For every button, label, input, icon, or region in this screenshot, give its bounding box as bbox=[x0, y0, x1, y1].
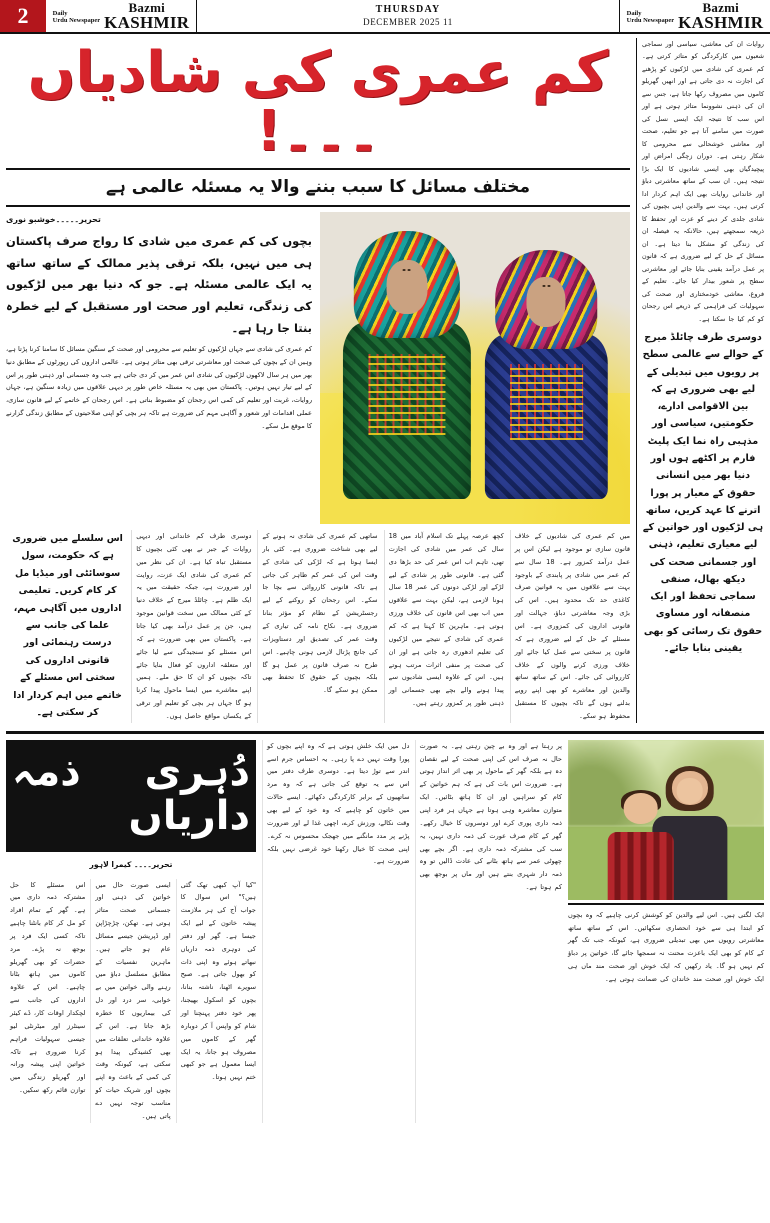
main-column-4-text: دوسری طرف کم خاندانی اور دیہی روایات کے جبر نے بھی کئی بچیوں کا مستقبل تباہ کیا ہے۔ ان کی نظر میں کم عمری کی شادی ایک عزت، روایت اور ضرورت ہے، جبکہ حقیقت میں یہ ایک ظلم ہے۔ چائلڈ میرج کے خلاف دنیا کے کئی ممالک میں سخت قوانین موجود ہیں، جن پر عمل درآمد بھی کیا جاتا ہے۔ پاکستان میں بھی ضرورت ہے کہ اس مسئلے کو سنجیدگی سے لیا جائے اور متعلقہ اداروں کو فعال بنایا جائے تاکہ بچیوں کو ان کا حق ملے۔ ہمیں اپنے معاشرے میں ایسا ماحول پیدا کرنا ہو گا جہاں ہر بچی کو تعلیم اور ترقی کے یکساں مواقع حاصل ہوں۔ bbox=[136, 532, 252, 720]
main-column-3 bbox=[257, 530, 377, 723]
bottom-photo-illustration bbox=[568, 740, 764, 900]
top-article-left-rail bbox=[636, 38, 764, 723]
main-column-1 bbox=[510, 530, 630, 723]
girl-left-eye-left bbox=[403, 269, 406, 271]
bottom-article-byline: تحریر۔۔۔۔ کیمرا لاہور bbox=[89, 859, 173, 869]
main-lead-column bbox=[6, 212, 314, 524]
child-body bbox=[607, 832, 674, 899]
left-rail-body: روایات ان کی معاشی، سیاسی اور سماجی شعبوں میں کارکردگی کو متاثر کرتی ہے۔ کم عمری کی شادی میں لڑکیوں کو پڑھنے کی اجازت نہ دی جاتی ہے اور انھیں گھریلو کاموں میں مصروف رکھا جاتا ہے، جس سے ان کی ذہنی نشوونما متاثر ہوتی ہے اور اس سب کا نتیجہ ایک ایسی نسل کی صورت میں سامنے آتا ہے جو تعلیم، صحت اور معاشی خوشحالی سے محرومی کا شکار رہتی ہے۔ دوران زچگی امراض اور پیچیدگیاں بھی ایسی شادیوں کا ایک بڑا نتیجہ ہیں۔ ان سب کے ساتھ معاشرتی دباؤ اور خاندانی روایات بھی ایک اہم کردار ادا کرتی ہیں۔ بہت سے والدین اپنی بچیوں کی شادی جلدی کر دینے کو عزت اور تحفظ کا ذریعہ سمجھتے ہیں، حالانکہ یہ فیصلہ ان کی زندگی کو مشکل بنا دیتا ہے۔ ان مسائل کے حل کے لیے ضروری ہے کہ قانون پر عمل درآمد یقینی بنایا جائے اور معاشرتی سطح پر شعور بیدار کیا جائے۔ تعلیم کے فروغ، معاشی خودمختاری اور صحت کی سہولیات کی فراہمی کے ذریعے اس رجحان کو کم کیا جا سکتا ہے۔ bbox=[642, 40, 764, 323]
girl-left-eye-right bbox=[408, 269, 411, 271]
main-headline-wrap bbox=[6, 38, 630, 164]
masthead-date-block bbox=[196, 0, 620, 32]
main-column-conclusion bbox=[6, 530, 125, 723]
bottom-column-mid-1-text: پر رہتا ہے اور وہ بے چین رہتی ہے۔ یہ صورت حال نہ صرف اس کی اپنی صحت کے لیے نقصان دہ ہے بلکہ گھر کے ماحول پر بھی اثر انداز ہوتی ہے۔ ضرورت اس بات کی ہے کہ ہم خواتین کے کام کو سراہیں اور ان کا ہاتھ بٹائیں۔ ایک متوازن معاشرہ وہی ہوتا ہے جہاں ہر فرد اپنی ذمہ داری پوری کرے اور دوسروں کا خیال رکھے۔ گھر کے کام صرف عورت کی ذمہ داری نہیں، یہ سب کی مشترکہ ذمہ داری ہے۔ اگر بچے بھی چھوٹی عمر سے ہاتھ بٹانے کی عادت ڈالیں تو وہ ذمہ دار شہری بنتے ہیں اور ماں پر بوجھ بھی کم ہوتا ہے۔ bbox=[419, 741, 562, 892]
page-number-badge: 2 bbox=[0, 0, 46, 32]
girl-left-embroidery bbox=[368, 354, 445, 435]
logo-left-kashmir: KASHMIR bbox=[678, 13, 764, 32]
bottom-middle-columns bbox=[262, 740, 562, 1123]
bottom-column-mid-2-text: دل میں ایک خلش ہوتی ہے کہ وہ اپنے بچوں کو پورا وقت نہیں دے پا رہی۔ یہ احساس جرم اسے اندر سے توڑ دیتا ہے۔ دوسری طرف دفتر میں اس سے یہ توقع کی جاتی ہے کہ وہ مرد ساتھیوں کے برابر کارکردگی دکھائے۔ ایسے حالات میں خاتون کو چاہیے کہ وہ خود کے لیے بھی وقت نکالے، ورزش کرے، اچھی غذا لے اور ضرورت پڑنے پر مدد مانگنے میں جھجک محسوس نہ کرے۔ اپنی صحت کا خیال رکھنا خود غرضی نہیں بلکہ ضرورت ہے۔ bbox=[266, 741, 410, 866]
main-photo bbox=[320, 212, 630, 524]
main-headline: کم عمری کی شادیاں ۔۔۔! bbox=[27, 40, 609, 164]
child-head bbox=[623, 793, 658, 823]
bottom-right-columns bbox=[6, 879, 256, 1123]
logo-right-subtitle bbox=[53, 8, 101, 25]
logo-left bbox=[620, 0, 770, 32]
masthead bbox=[0, 0, 770, 34]
main-column-4 bbox=[131, 530, 251, 723]
girl-right-eye-left bbox=[542, 285, 545, 286]
bottom-article-title-block bbox=[6, 740, 256, 852]
main-column-2-text: کچھ عرصہ پہلے تک اسلام آباد میں 18 سال کی عمر میں شادی کی اجازت تھی، تاہم اب اس عمر کی حد بڑھا دی گئی ہے۔ قانونی طور پر شادی کے لیے لڑکے اور لڑکی دونوں کی عمر 18 سال ہونا لازمی ہے، لیکن بہت سے علاقوں میں اب بھی اس قانون کی خلاف ورزی ہوتی ہے۔ ماہرین کا کہنا ہے کہ کم عمری کی شادی کے نتیجے میں لڑکیوں کی تعلیم ادھوری رہ جاتی ہے اور ان کی صحت پر منفی اثرات مرتب ہوتے ہیں۔ اس کے علاوہ ایسی شادیوں سے پیدا ہونے والے بچے بھی جسمانی اور ذہنی طور پر کمزور رہتے ہیں۔ bbox=[388, 532, 504, 708]
top-article-main bbox=[6, 38, 630, 723]
photo-girl-right bbox=[481, 250, 611, 500]
top-article-section bbox=[0, 34, 770, 723]
main-byline: تحریر۔۔۔۔۔خوشبو نوری bbox=[6, 215, 101, 225]
bottom-column-1 bbox=[176, 879, 256, 1123]
bottom-column-mid-1 bbox=[415, 740, 563, 1123]
masthead-day: THURSDAY bbox=[375, 4, 441, 16]
photo-child bbox=[607, 791, 674, 900]
masthead-date: 11 DECEMBER 2025 bbox=[363, 16, 453, 27]
logo-left-wordmark bbox=[678, 1, 763, 31]
bottom-column-3-text: اس مسئلے کا حل مشترکہ ذمہ داری میں ہے۔ گھر کے تمام افراد کو مل کر کام بانٹنا چاہیے تاکہ کسی ایک فرد پر بوجھ نہ پڑے۔ مرد حضرات کو بھی گھریلو کاموں میں ہاتھ بٹانا چاہیے۔ اس کے علاوہ اداروں کی جانب سے لچکدار اوقات کار، ڈے کیئر سینٹرز اور میٹرنٹی لیو جیسی سہولیات فراہم کرنا ضروری ہے تاکہ خواتین اپنی پیشہ ورانہ اور گھریلو زندگی میں توازن قائم رکھ سکیں۔ bbox=[10, 880, 86, 1095]
girl-right-dress bbox=[485, 334, 607, 499]
main-lead-bold: بچوں کی کم عمری میں شادی کا رواج صرف پاکستان ہی میں نہیں، بلکہ ترقی پذیر ممالک کے ساتھ ساتھ یہ ایک عالمی مسئلہ ہے۔ جو کہ دنیا بھر میں لڑکیوں کی زندگی، تعلیم اور صحت اور مستقبل کے لیے خطرہ بنتا جا رہا ہے۔ bbox=[6, 233, 312, 336]
bottom-photo-rule bbox=[568, 903, 764, 905]
bottom-column-1-text: "کیا آپ کبھی تھک گئی ہیں؟" اس سوال کا جواب آج کی ہر ملازمت پیشہ خاتون کے لیے ایک جیسا ہے۔ گھر اور دفتر کی دوہری ذمہ داریاں نبھاتے ہوئے وہ اپنی ذات کو بھول جاتی ہے۔ صبح سویرے اٹھنا، ناشتہ بنانا، بچوں کو اسکول بھیجنا، پھر خود دفتر پہنچنا اور شام کو واپس آ کر دوبارہ گھر کے کاموں میں مصروف ہو جانا، یہ ایک ایسا معمول ہے جو کبھی ختم نہیں ہوتا۔ bbox=[180, 880, 256, 1082]
main-article-columns bbox=[6, 529, 630, 723]
girl-left-face bbox=[386, 260, 427, 314]
logo-left-sub-daily: Daily bbox=[626, 9, 642, 17]
logo-right-bazmi: Bazmi bbox=[128, 0, 165, 15]
bottom-column-mid-2 bbox=[262, 740, 410, 1123]
logo-right-sub-daily: Daily bbox=[52, 9, 68, 17]
logo-left-sub-urdu: Urdu Newspaper bbox=[626, 17, 675, 24]
bottom-right-column bbox=[6, 740, 256, 1123]
main-subheadline: مختلف مسائل کا سبب بننے والا یہ مسئلہ عالمی ہے bbox=[6, 168, 630, 208]
logo-right-sub-urdu: Urdu Newspaper bbox=[52, 17, 101, 24]
bottom-column-3 bbox=[6, 879, 85, 1123]
main-photo-illustration bbox=[320, 212, 630, 524]
main-column-2 bbox=[384, 530, 504, 723]
main-column-3-text: ساتھی کم عمری کی شادی نہ ہونے کے لیے بھی شناخت ضروری ہے۔ کئی بار ایسا ہوتا ہے کہ لڑکی کی شادی کے وقت اس کی عمر کم ظاہر کی جاتی ہے تاکہ قانونی کارروائی سے بچا جا سکے۔ اس رجحان کو روکنے کے لیے رجسٹریشن کے نظام کو مؤثر بنانا ضروری ہے۔ نکاح نامہ کی تیاری کے وقت عمر کی تصدیق اور دستاویزات کی جانچ پڑتال لازمی ہونی چاہیے۔ اس طرح نہ صرف قانون پر عمل ہو گا بلکہ بچیوں کے حقوق کا تحفظ بھی ممکن ہو سکے گا۔ bbox=[262, 532, 378, 695]
main-lead-body: کم عمری کی شادی سے جہاں لڑکیوں کو تعلیم سے محرومی اور صحت کے سنگین مسائل کا سامنا کرنا پڑتا ہے، وہیں ان کے بچوں کی صحت اور معاشرتی ترقی بھی متاثر ہوتی ہے۔ عالمی اداروں کی رپورٹوں کے مطابق دنیا بھر میں ہر سال لاکھوں لڑکیوں کی شادی اس عمر میں کر دی جاتی ہے جب وہ جسمانی اور ذہنی طور پر اس کے لیے تیار نہیں ہوتیں۔ پاکستان میں بھی یہ مسئلہ خاص طور پر دیہی علاقوں میں زیادہ سنگین ہے، جہاں روایات، غربت اور تعلیم کی کمی اس رجحان کو مضبوط بناتی ہے۔ اس رجحان کے خاتمے کے لیے قانون سازی، عملی اقدامات اور شعور و آگاہی مہم کی ضرورت ہے تاکہ ہر بچی کو اپنی صلاحیتوں کے مطابق زندگی گزارنے کا موقع مل سکے۔ bbox=[6, 344, 312, 430]
bottom-column-2-text: ایسی صورت حال میں خواتین کی ذہنی اور جسمانی صحت متاثر ہوتی ہے۔ تھکن، چڑچڑاپن اور ڈپریشن جیسے مسائل عام ہو جاتے ہیں۔ ماہرین نفسیات کے مطابق مسلسل دباؤ میں رہنے والی خواتین میں بے خوابی، سر درد اور دل کی بیماریوں کا خطرہ بڑھ جاتا ہے۔ اس کے علاوہ خاندانی تعلقات میں بھی کشیدگی پیدا ہو سکتی ہے، کیونکہ وقت کی کمی کے باعث وہ اپنے بچوں اور شریک حیات کو مناسب توجہ نہیں دے پاتی ہیں۔ bbox=[95, 880, 171, 1120]
girl-right-eye-right bbox=[548, 285, 551, 286]
bottom-photo bbox=[568, 740, 764, 900]
main-article-top-row bbox=[6, 212, 630, 524]
girl-right-face bbox=[527, 277, 566, 327]
logo-left-bazmi: Bazmi bbox=[702, 0, 739, 15]
main-conclusion-text: اس سلسلے میں ضروری ہے کہ حکومت، سول سوسائٹی اور میڈیا مل کر کام کریں۔ تعلیمی اداروں میں آگاہی مہم، علما کی جانب سے درست رہنمائی اور قانونی اداروں کی سختی اس مسئلے کے خاتمے میں اہم کردار ادا کر سکتی ہے۔ bbox=[12, 533, 123, 718]
girl-left-dress bbox=[343, 322, 471, 499]
main-column-1-text: میں کم عمری کی شادیوں کے خلاف قانون سازی تو موجود ہے لیکن اس پر عمل درآمد کمزور ہے۔ 18 سال سے کم عمر میں شادی پر پابندی کے باوجود بہت سے علاقوں میں یہ قوانین صرف کاغذی حد تک محدود ہیں۔ اس کی بڑی وجہ معاشرتی دباؤ، جہالت اور قانونی اداروں کی کمزوری ہے۔ اس مسئلے کے حل کے لیے ضروری ہے کہ قانون پر سختی سے عمل کیا جائے اور خلاف ورزی کرنے والوں کے خلاف کارروائی کی جائے۔ اس کے ساتھ ساتھ والدین اور معاشرے کو بھی اپنے رویے بدلنے ہوں گے تاکہ بچیوں کا مستقبل محفوظ ہو سکے۔ bbox=[514, 532, 631, 720]
bottom-article-section bbox=[0, 734, 770, 1123]
mother-face bbox=[676, 778, 703, 804]
bottom-left-column bbox=[568, 740, 764, 1123]
logo-left-subtitle bbox=[627, 8, 675, 25]
bottom-column-2 bbox=[90, 879, 170, 1123]
logo-right-wordmark bbox=[104, 1, 189, 31]
logo-right bbox=[46, 0, 196, 32]
logo-right-kashmir: KASHMIR bbox=[104, 13, 190, 32]
girl-right-embroidery bbox=[510, 364, 583, 440]
bottom-article-title: دُہری ذمہ داریاں bbox=[12, 748, 250, 839]
photo-girl-left bbox=[339, 231, 475, 499]
left-rail-highlight: دوسری طرف چائلڈ میرج کے حوالے سے عالمی سطح پر رویوں میں تبدیلی کے لیے بھی ضروری ہے کہ بین الاقوامی ادارے، حکومتیں، سیاسی اور مذہبی راہ نما ایک پلیٹ فارم پر اکٹھے ہوں اور دنیا بھر میں انسانی حقوق کے معیار پر پورا اترنے کا عہد کریں، ساتھ ہی لڑکیوں اور خواتین کے لیے معیاری تعلیم، ذہنی اور جسمانی صحت کی دیکھ بھال، صنفی سماجی تحفظ اور ایک منصفانہ اور مساوی حقوق تک رسائی کو بھی یقینی بنایا جائے۔ bbox=[642, 332, 764, 654]
bottom-left-text: ایک لگتی ہیں۔ اس لیے والدین کو کوشش کرنی چاہیے کہ وہ بچوں کو ابتدا ہی سے خود انحصاری سکھائیں۔ اس کے ساتھ ساتھ معاشرتی رویوں میں بھی تبدیلی ضروری ہے، کیونکہ جب تک گھر کے کام کو بھی ایک باعزت محنت نہ سمجھا جائے گا، خواتین پر دباؤ کم نہیں ہو گا۔ یاد رکھیں کہ ایک خوش اور صحت مند ماں ہی ایک خوش اور صحت مند خاندان کی ضمانت ہوتی ہے۔ bbox=[568, 910, 764, 983]
